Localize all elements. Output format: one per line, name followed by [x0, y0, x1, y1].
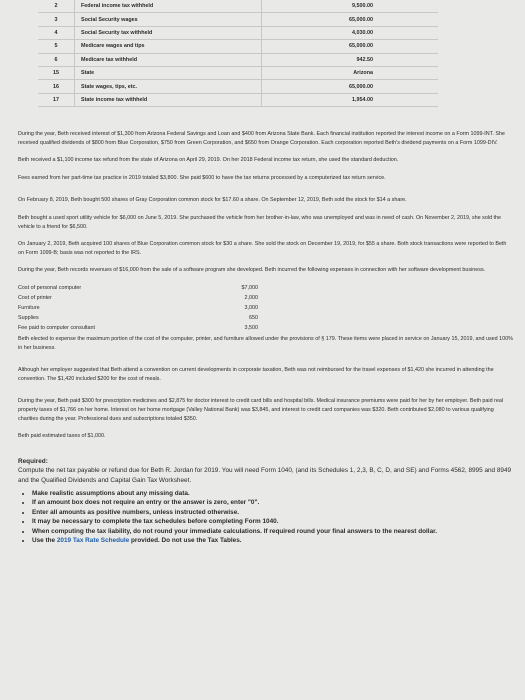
expense-value: 650 [249, 314, 258, 321]
paragraph-gray-stock: On February 8, 2019, Beth bought 500 shares of Gray Corporation common stock for $17.60 a share. On September 12, 2019, Beth sold the stock for $14 a share. [18, 197, 407, 204]
expense-row [18, 303, 258, 313]
w2-row [38, 54, 438, 67]
w2-box-number: 3 [54, 16, 58, 23]
w2-row [38, 67, 438, 80]
w2-box-number: 2 [54, 3, 58, 10]
w2-amount: 65,000.00 [261, 40, 438, 52]
bullet-item: • Make realistic assumptions about any missing data. [32, 489, 513, 498]
w2-label: Medicare wages and tips [74, 40, 261, 52]
required-bullets [18, 489, 513, 545]
paragraph-interest-dividends: During the year, Beth received interest of $1,300 from Arizona Federal Savings and Loan and $400 from Arizona State Bank. Each financial institution reported the interest income on a Form 1099-INT. She received qualified dividends of $800 from Blue Corporation, $750 from Green Corporation, and $650 from Orange Corporation. Each corporation reported Beth's dividend payments on a Form 1099-DIV. [18, 131, 505, 146]
tax-rate-schedule-link[interactable]: 2019 Tax Rate Schedule [56, 536, 130, 544]
w2-box-number: 15 [53, 70, 59, 77]
w2-row [38, 27, 438, 40]
w2-box-number: 17 [53, 96, 59, 103]
paragraph-software-business: During the year, Beth records revenues of $16,000 from the sale of a software program she developed. Beth incurred the following expenses in connection with her software development business. [18, 267, 486, 274]
w2-amount: Arizona [261, 67, 438, 79]
expense-row [18, 313, 258, 323]
w2-box-number: 5 [54, 43, 58, 50]
w2-label: State wages, tips, etc. [74, 80, 261, 92]
bullet-prefix: Use the [32, 536, 57, 544]
w2-label: Federal income tax withheld [74, 0, 261, 12]
expense-list [18, 283, 258, 333]
w2-row [38, 0, 438, 13]
w2-label: State income tax withheld [74, 94, 261, 106]
expense-value: 3,000 [244, 304, 258, 311]
paragraph-convention: Although her employer suggested that Beth attend a convention on current developments in corporate taxation, Beth was not reimbursed for the travel expenses of $1,420 she incurred in attending the convention. The $1,420 included $200 for the cost of meals. [18, 367, 494, 382]
paragraph-state-refund: Beth received a $1,100 income tax refund from the state of Arizona on April 29, 2019. On her 2018 Federal income tax return, she used the standard deduction. [18, 157, 399, 164]
expense-label: Cost of personal computer [18, 284, 82, 291]
w2-amount: 65,000.00 [261, 80, 438, 92]
expense-value: 3,500 [244, 324, 258, 331]
w2-box-number: 4 [54, 29, 58, 36]
paragraph-estimated-taxes: Beth paid estimated taxes of $1,000. [18, 433, 106, 440]
w2-label: Medicare tax withheld [74, 54, 261, 66]
w2-box-number: 6 [54, 56, 58, 63]
expense-label: Supplies [18, 314, 39, 321]
problem-text [18, 130, 513, 545]
expense-row [18, 323, 258, 333]
expense-label: Cost of printer [18, 294, 52, 301]
bullet-item: • If an amount box does not require an entry or the answer is zero, enter "0". [32, 498, 513, 507]
expense-row [18, 283, 258, 293]
w2-row [38, 94, 438, 107]
w2-amount: 942.50 [261, 54, 438, 66]
expense-label: Furniture [18, 304, 40, 311]
w2-amount: 4,030.00 [261, 27, 438, 39]
w2-row [38, 80, 438, 93]
expense-value: $7,000 [241, 284, 258, 291]
paragraph-itemized: During the year, Beth paid $300 for prescription medicines and $2,875 for doctor interest to credit card bills and hospital bills. Medical insurance premiums were paid for her by her employer. Beth paid real property taxes of $1,766 on her home. Interest on her home mortgage (Valley National Bank) was $3,845, and interest to credit card companies was $320. Beth contributed $2,080 to various qualifying charities during the year. Professional dues and subscriptions totaled $350. [18, 398, 504, 422]
w2-label: Social Security tax withheld [74, 27, 261, 39]
bullet-item: • Enter all amounts as positive numbers, unless instructed otherwise. [32, 508, 513, 517]
expense-label: Fee paid to computer consultant [18, 324, 96, 331]
expense-value: 2,000 [244, 294, 258, 301]
w2-label: State [74, 67, 261, 79]
w2-box-number: 16 [53, 83, 59, 90]
paragraph-blue-stock: On January 2, 2019, Beth acquired 100 shares of Blue Corporation common stock for $30 a share. She sold the stock on December 19, 2019, for $55 a share. Both stock transactions were reported to Beth on Form 1099-B; basis was not reported to the IRS. [18, 241, 507, 256]
w2-row [38, 40, 438, 53]
w2-row [38, 13, 438, 26]
w2-amount: 9,500.00 [261, 0, 438, 12]
bullet-item [32, 536, 513, 545]
paragraph-section-179: Beth elected to expense the maximum portion of the cost of the computer, printer, and furniture allowed under the provisions of § 179. These items were placed in service on January 15, 2019, and used 100% in her business. [18, 335, 513, 351]
bullet-item: • When computing the tax liability, do not round your immediate calculations. If required round your final answers to the nearest dollar. [32, 527, 513, 536]
bullet-suffix: provided. Do not use the Tax Tables. [129, 536, 242, 544]
required-section [18, 457, 513, 546]
expense-row [18, 293, 258, 303]
w2-amount: 65,000.00 [261, 13, 438, 25]
required-title: Required: [18, 457, 48, 465]
required-intro: Compute the net tax payable or refund due for Beth R. Jordan for 2019. You will need Form 1040, (and its Schedules 1, 2,3, B, C, D, and SE) and Forms 4562, 8995 and 8949 and the Qualified Dividends and Capital Gain Tax Worksheet. [18, 467, 512, 484]
paragraph-tax-practice-fees: Fees earned from her part-time tax practice in 2019 totaled $3,800. She paid $600 to have the tax returns processed by a computerized tax return service. [18, 174, 386, 181]
w2-amount: 1,954.00 [261, 94, 438, 106]
paragraph-vehicle: Beth bought a used sport utility vehicle for $6,000 on June 5, 2019. She purchased the vehicle from her brother-in-law, who was unemployed and was in need of cash. On November 2, 2019, she sold the vehicle to a friend for $6,500. [18, 214, 502, 230]
bullet-item: • It may be necessary to complete the tax schedules before completing Form 1040. [32, 517, 513, 526]
w2-label: Social Security wages [74, 13, 261, 25]
w2-table [38, 0, 438, 107]
